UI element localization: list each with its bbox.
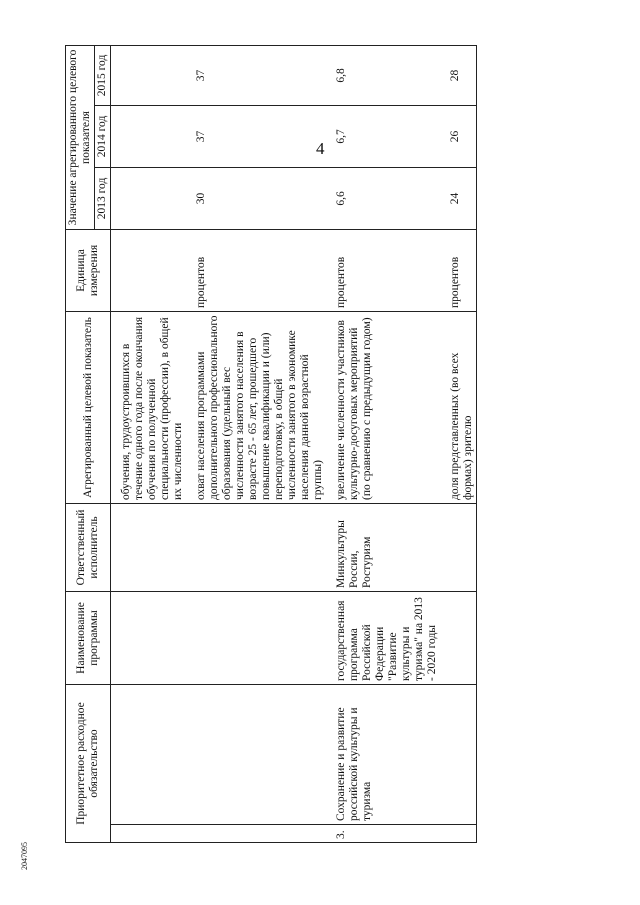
indicators-table bbox=[65, 45, 477, 843]
header-value-group: Значение агрегированного целевого показателя bbox=[66, 45, 95, 229]
value-2014-cell: 6,7 bbox=[334, 105, 440, 167]
value-2014-cell: 37 bbox=[194, 105, 326, 167]
executor-cell: Минкультуры России, Ростуризм bbox=[334, 503, 440, 591]
value-2013-cell: 6,6 bbox=[334, 167, 440, 229]
table-row bbox=[334, 45, 440, 842]
value-2015-cell: 6,8 bbox=[334, 45, 440, 105]
indicator-cell: увеличение численности участников культурно-досуговых мероприятий (по сравнению с предыдущим годом) bbox=[334, 311, 440, 503]
table-row bbox=[194, 45, 326, 842]
value-2013-cell: 30 bbox=[194, 167, 326, 229]
header-year-2015: 2015 год bbox=[95, 45, 111, 105]
table-row bbox=[448, 45, 477, 842]
program-cell: государственная программа Российской Федерации "Развитие культуры и туризма" на 2013 - 2020 годы bbox=[334, 591, 440, 684]
header-program: Наименование программы bbox=[66, 591, 111, 684]
section-number: 3. bbox=[334, 825, 440, 843]
header-row-1 bbox=[66, 45, 95, 842]
unit-cell: процентов bbox=[448, 229, 477, 311]
value-2015-cell: 28 bbox=[448, 45, 477, 105]
unit-cell: процентов bbox=[334, 229, 440, 311]
value-2013-cell bbox=[119, 167, 186, 229]
spacer-row bbox=[440, 45, 448, 842]
header-year-2014: 2014 год bbox=[95, 105, 111, 167]
header-indicator: Агрегированный целевой показатель bbox=[66, 311, 111, 503]
header-year-2013: 2013 год bbox=[95, 167, 111, 229]
indicator-cell: охват населения программами дополнительного профессионального образования (удельный вес численности занятого населения в возрасте 25 - 65 лет, прошедшего повышение квалификации и (или) переподготовку, в общей численности занятого в экономике населения данной возрастной группы) bbox=[194, 311, 326, 503]
spacer-row bbox=[111, 45, 120, 842]
rotated-table-wrapper bbox=[65, 46, 640, 843]
header-unit: Единица измерения bbox=[66, 229, 111, 311]
document-code: 2047095 bbox=[20, 842, 29, 870]
unit-cell: процентов bbox=[194, 229, 326, 311]
value-2015-cell: 37 bbox=[194, 45, 326, 105]
spacer-row bbox=[326, 45, 334, 842]
value-2013-cell: 24 bbox=[448, 167, 477, 229]
page-number: 4 bbox=[316, 139, 325, 158]
header-executor: Ответственный исполнитель bbox=[66, 503, 111, 591]
header-obligation: Приоритетное расходное обязательство bbox=[66, 684, 111, 842]
spacer-row bbox=[186, 45, 194, 842]
value-2014-cell: 26 bbox=[448, 105, 477, 167]
unit-cell bbox=[119, 229, 186, 311]
table-row bbox=[119, 45, 186, 842]
value-2015-cell bbox=[119, 45, 186, 105]
indicator-cell: доля представленных (во всех формах) зрителю bbox=[448, 311, 477, 503]
obligation-cell: Сохранение и развитие российской культуры и туризма bbox=[334, 684, 440, 824]
indicator-cell: обучения, трудоустроившихся в течение одного года после окончания обучения по полученной специальности (профессии), в общей их численности bbox=[119, 311, 186, 503]
value-2014-cell bbox=[119, 105, 186, 167]
